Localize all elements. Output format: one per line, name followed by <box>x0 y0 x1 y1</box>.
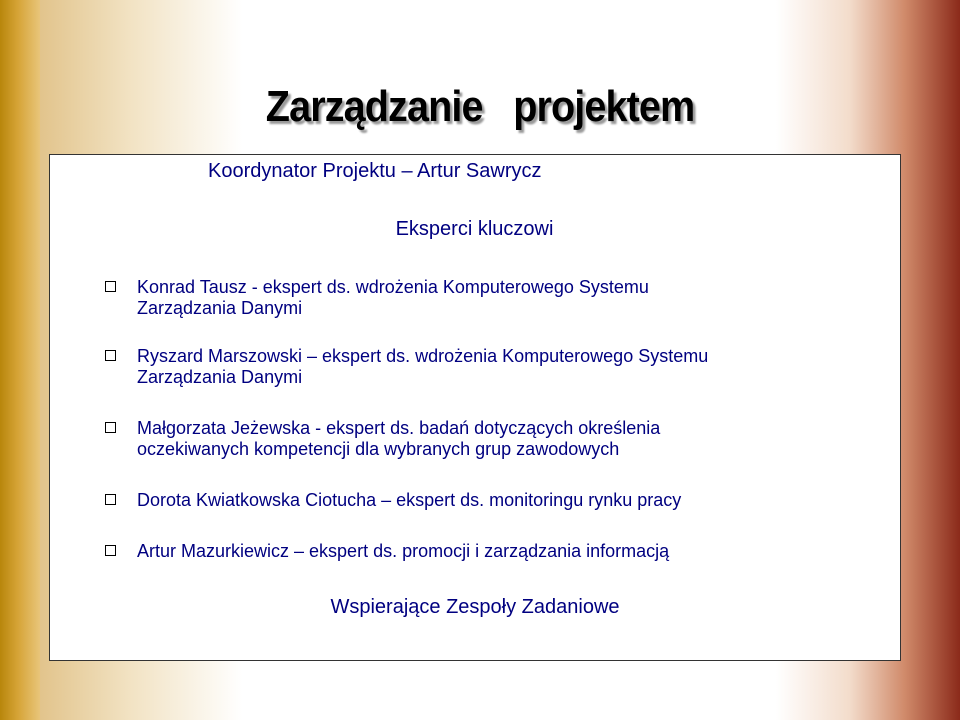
expert-line-2: Zarządzania Danymi <box>137 367 303 387</box>
expert-line-1: Dorota Kwiatkowska Ciotucha – ekspert ds. monitoringu rynku pracy <box>137 490 682 510</box>
square-bullet-icon <box>105 422 116 433</box>
expert-line-2: Zarządzania Danymi <box>137 298 303 318</box>
expert-item <box>105 490 845 511</box>
title-part-2: projektem <box>513 82 695 131</box>
expert-line-1: Małgorzata Jeżewska - ekspert ds. badań dotyczących określenia <box>137 418 661 438</box>
title-container <box>0 82 960 132</box>
square-bullet-icon <box>105 494 116 505</box>
expert-item <box>105 541 845 562</box>
expert-line-1: Konrad Tausz - ekspert ds. wdrożenia Komputerowego Systemu <box>137 277 649 297</box>
expert-line-2: oczekiwanych kompetencji dla wybranych grup zawodowych <box>137 439 620 459</box>
square-bullet-icon <box>105 350 116 361</box>
expert-line-1: Artur Mazurkiewicz – ekspert ds. promocji i zarządzania informacją <box>137 541 670 561</box>
title-part-1: Zarządzanie <box>265 82 483 131</box>
expert-line-1: Ryszard Marszowski – ekspert ds. wdrożenia Komputerowego Systemu <box>137 346 709 366</box>
slide-title <box>266 82 695 132</box>
project-coordinator: Koordynator Projektu – Artur Sawrycz <box>208 160 542 182</box>
square-bullet-icon <box>105 545 116 556</box>
support-teams-heading: Wspierające Zespoły Zadaniowe <box>330 596 620 618</box>
expert-item <box>105 418 845 460</box>
square-bullet-icon <box>105 281 116 292</box>
experts-heading: Eksperci kluczowi <box>395 218 554 240</box>
expert-item <box>105 277 845 319</box>
expert-item <box>105 346 845 388</box>
